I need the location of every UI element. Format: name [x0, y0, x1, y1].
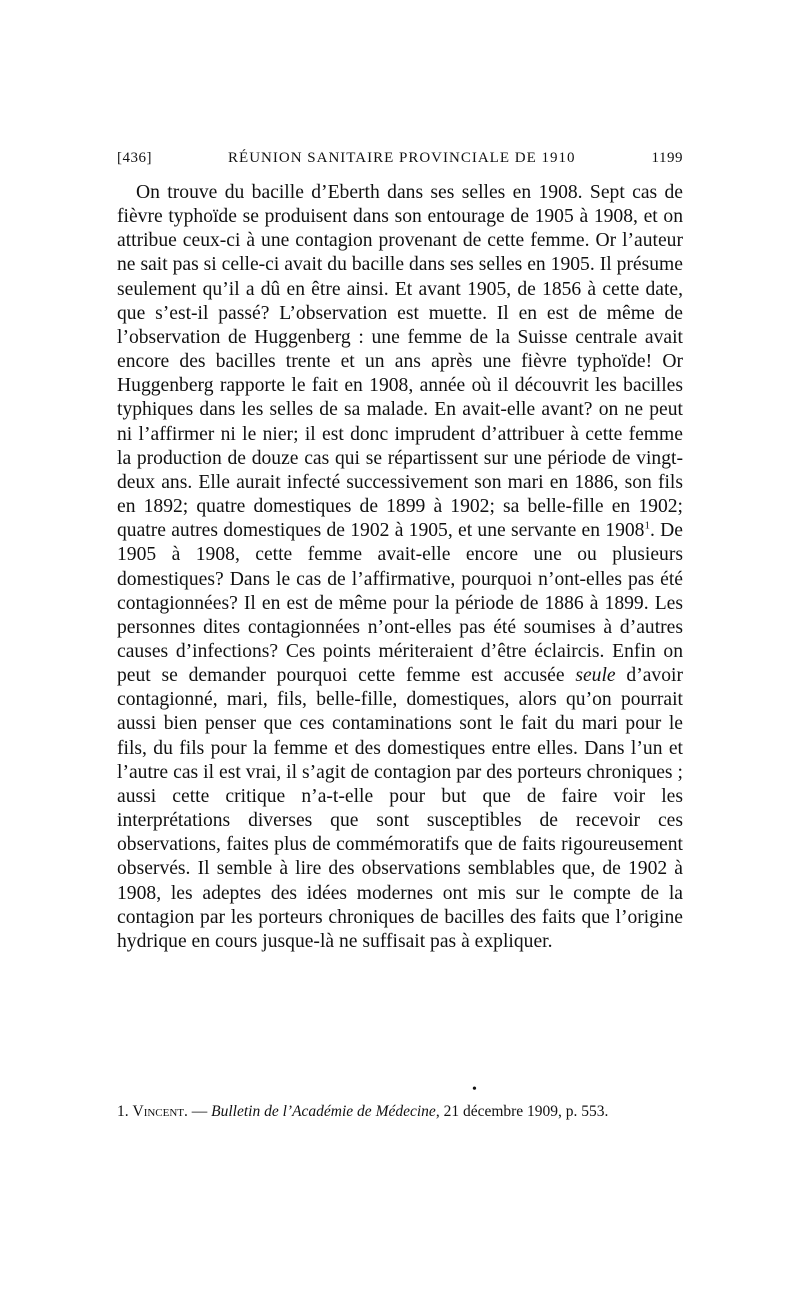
footnote-author: Vincent. — [132, 1103, 188, 1120]
text-segment-3: d’avoir contagionné, mari, fils, belle-fille, domestiques, alors qu’on pourrait aussi bien penser que ces contaminations sont le fait du mari pour le fils, du fils pour la femme et des domestiques entre elles. Dans l’un et l’autre cas il est vrai, il s’agit de contagion par des porteurs chroniques ; aussi cette critique n’a-t-elle pour but que de faire voir les interprétations diverses que sont susceptibles de recevoir ces observations, faites plus de commémoratifs que de faits rigoureusement observés. Il semble à lire des observations semblables que, de 1902 à 1908, les adeptes des idées modernes ont mis sur le compte de la contagion par les porteurs chroniques de bacilles des faits que l’origine hydrique en cours jusque-là ne suffisait pas à expliquer. — [117, 665, 683, 952]
text-segment-2: . De 1905 à 1908, cette femme avait-elle encore une ou plusieurs domestiques? Dans le cas de l’affirmative, pourquoi n’ont-elles pas été contagionnées? Il en est de même pour la période de 1886 à 1899. Les personnes dites contagionnées n’ont-elles pas été soumises à d’autres causes d’infections? Ces points mériteraient d’être éclaircis. Enfin on peut se demander pourquoi cette femme est accusée — [117, 520, 683, 687]
footnote-reference: 1 — [644, 519, 650, 532]
page — [117, 150, 683, 954]
footnote — [117, 1102, 683, 1122]
body-paragraph — [117, 181, 683, 954]
page-number: 1199 — [651, 150, 683, 166]
footnote-dash: — — [187, 1103, 212, 1120]
emphasis-word: seule — [575, 665, 616, 687]
dot-mark: • — [472, 1082, 477, 1097]
text-segment-1: On trouve du bacille d’Eberth dans ses selles en 1908. Sept cas de fièvre typhoïde se produisent dans son entourage de 1905 à 1908, et on attribue ceux-ci à une contagion provenant de cette femme. Or l’auteur ne sait pas si celle-ci avait du bacille dans ses selles en 1905. Il présume seulement qu’il a dû en être ainsi. Et avant 1905, de 1856 à cette date, que s’est-il passé? L’observation est muette. Il en est de même de l’observation de Huggenberg : une femme de la Suisse centrale avait encore des bacilles trente et un ans après une fièvre typhoïde! Or Huggenberg rapporte le fait en 1908, année où il découvrit les bacilles typhiques dans les selles de sa malade. En avait-elle avant? on ne peut ni l’affirmer ni le nier; il est donc imprudent d’attribuer à cette femme la production de douze cas qui se répartissent sur une période de vingt-deux ans. Elle aurait infecté successivement son mari en 1886, son fils en 1892; quatre domestiques de 1899 à 1902; sa belle-fille en 1902; quatre autres domestiques de 1902 à 1905, et une servante en 1908 — [117, 182, 683, 542]
running-title: RÉUNION SANITAIRE PROVINCIALE DE 1910 — [228, 150, 576, 166]
footnote-source: Bulletin de l’Académie de Médecine — [211, 1103, 436, 1120]
body-text — [117, 181, 683, 954]
page-reference: [436] — [117, 150, 152, 166]
footnote-number: 1. — [117, 1103, 129, 1120]
footnote-details: , 21 décembre 1909, p. 553. — [435, 1103, 609, 1120]
running-head — [117, 150, 683, 167]
